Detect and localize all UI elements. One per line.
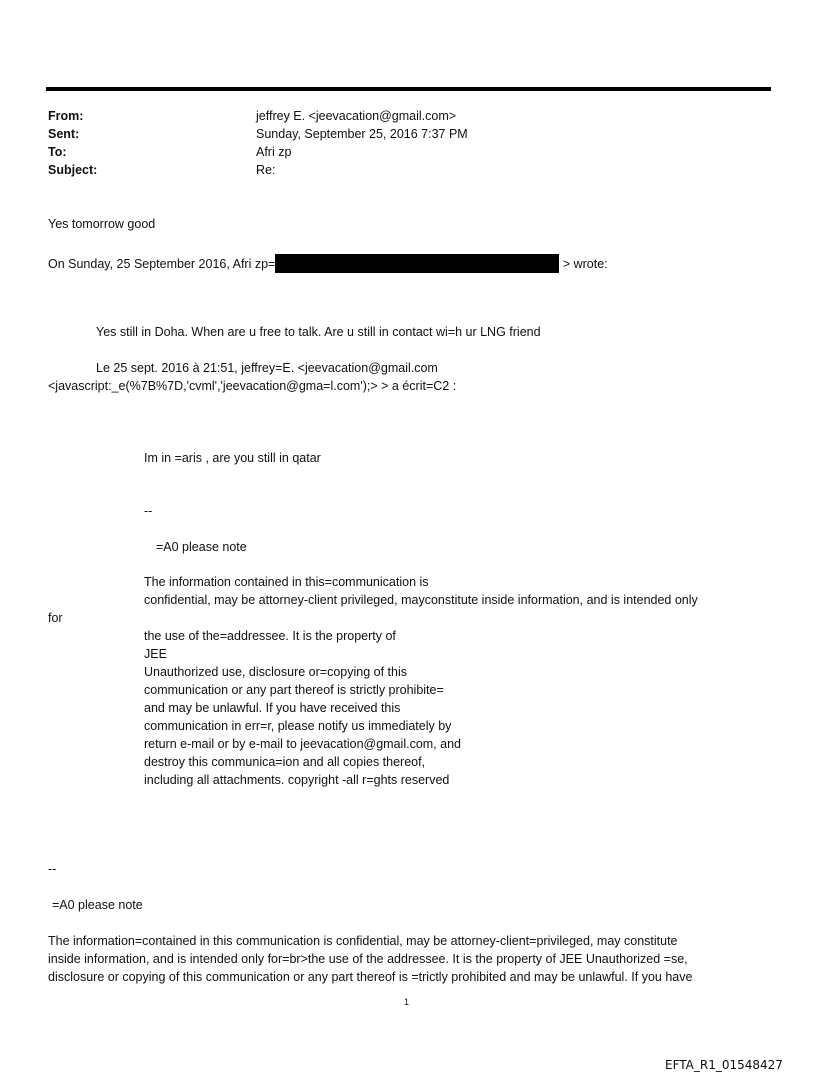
- disclaimer-line: communication or any part thereof is strictly prohibite=: [144, 683, 444, 697]
- quote-header-prefix: On Sunday, 25 September 2016, Afri zp=: [48, 257, 276, 271]
- disclaimer-line: The information contained in this=communication is: [144, 575, 429, 589]
- disclaimer-line: confidential, may be attorney-client privileged, mayconstitute inside information, and is intended only: [144, 593, 698, 607]
- header-rule: [46, 87, 771, 91]
- quoted-header-2-line1: Le 25 sept. 2016 à 21:51, jeffrey=E. <jeevacation@gmail.com: [96, 361, 438, 375]
- outer-disclaimer-line: inside information, and is intended only for=br>the use of the addressee. It is the property of JEE Unauthorized =se,: [48, 952, 688, 966]
- reply-text: Yes tomorrow good: [48, 217, 156, 231]
- page-number: 1: [404, 997, 410, 1007]
- outer-signature-note: =A0 please note: [52, 898, 143, 912]
- quote-header: [48, 254, 608, 273]
- redaction-bar: [275, 254, 559, 273]
- document-id: EFTA_R1_01548427: [665, 1058, 783, 1072]
- disclaimer-line: the use of the=addressee. It is the property of: [144, 629, 396, 643]
- disclaimer-line: destroy this communica=ion and all copies thereof,: [144, 755, 426, 769]
- outer-disclaimer-line: disclosure or copying of this communication or any part thereof is =trictly prohibited and may be unlawful. If you have: [48, 970, 693, 984]
- subject-value: Re:: [256, 163, 276, 177]
- disclaimer-line: JEE: [144, 647, 167, 661]
- signature-dash: --: [144, 504, 153, 518]
- signature-note: =A0 please note: [156, 540, 247, 554]
- from-label: From:: [48, 109, 84, 123]
- to-label: To:: [48, 145, 67, 159]
- quoted-header-2-line2: <javascript:_e(%7B%7D,'cvml','jeevacation@gma=l.com');> > a écrit=C2 :: [48, 379, 457, 393]
- sent-label: Sent:: [48, 127, 80, 141]
- sent-value: Sunday, September 25, 2016 7:37 PM: [256, 127, 468, 141]
- quoted-message-2: Im in =aris , are you still in qatar: [144, 451, 321, 465]
- disclaimer-for: for: [48, 611, 63, 625]
- to-value: Afri zp: [256, 145, 292, 159]
- disclaimer-line: and may be unlawful. If you have received this: [144, 701, 401, 715]
- quote-header-suffix: > wrote:: [562, 257, 608, 271]
- disclaimer-line: including all attachments. copyright -all r=ghts reserved: [144, 773, 450, 787]
- disclaimer-line: Unauthorized use, disclosure or=copying of this: [144, 665, 407, 679]
- subject-label: Subject:: [48, 163, 98, 177]
- disclaimer-line: return e-mail or by e-mail to jeevacation@gmail.com, and: [144, 737, 461, 751]
- quoted-message-1: Yes still in Doha. When are u free to talk. Are u still in contact wi=h ur LNG friend: [96, 325, 541, 339]
- from-value: jeffrey E. <jeevacation@gmail.com>: [256, 109, 457, 123]
- outer-disclaimer-line: The information=contained in this communication is confidential, may be attorney-client=privileged, may constitute: [48, 934, 678, 948]
- disclaimer-line: communication in err=r, please notify us immediately by: [144, 719, 452, 733]
- outer-signature-dash: --: [48, 862, 57, 876]
